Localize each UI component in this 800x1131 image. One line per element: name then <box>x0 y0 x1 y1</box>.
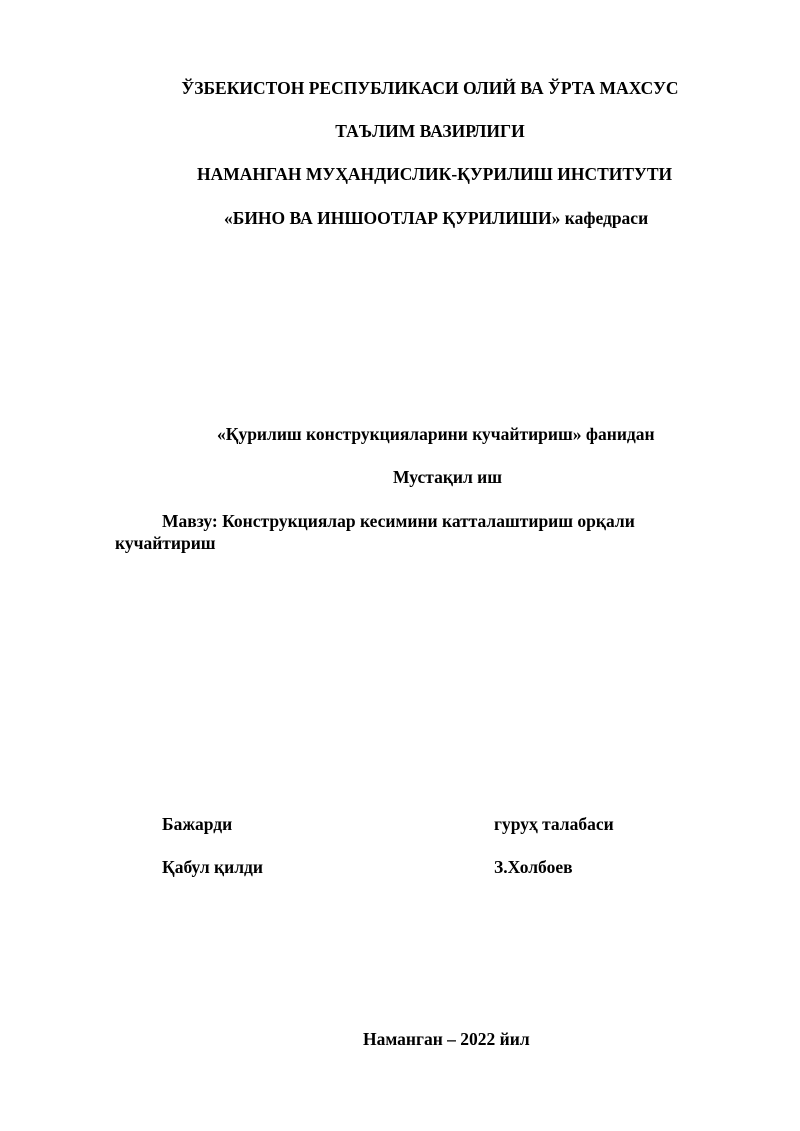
city-year: Наманган – 2022 йил <box>363 1029 530 1049</box>
done-label: Бажарди <box>162 814 233 834</box>
institute-name: НАМАНГАН МУҲАНДИСЛИК-ҚУРИЛИШ ИНСТИТУТИ <box>197 164 673 184</box>
course-name: «Қурилиш конструкцияларини кучайтириш» фанидан <box>217 424 655 444</box>
department-name: «БИНО ВА ИНШООТЛАР ҚУРИЛИШИ» кафедраси <box>224 208 649 228</box>
accepted-value: З.Холбоев <box>494 857 573 877</box>
work-type: Мустақил иш <box>393 467 503 487</box>
topic-line-2: кучайтириш <box>115 533 216 553</box>
accepted-label: Қабул қилди <box>162 857 263 877</box>
done-value: гуруҳ талабаси <box>494 814 614 834</box>
ministry-line-1: ЎЗБЕКИСТОН РЕСПУБЛИКАСИ ОЛИЙ ВА ЎРТА МАХСУС <box>181 78 679 98</box>
ministry-line-2: ТАЪЛИМ ВАЗИРЛИГИ <box>335 121 525 141</box>
topic-line-1: Мавзу: Конструкциялар кесимини катталаштириш орқали <box>162 511 635 531</box>
